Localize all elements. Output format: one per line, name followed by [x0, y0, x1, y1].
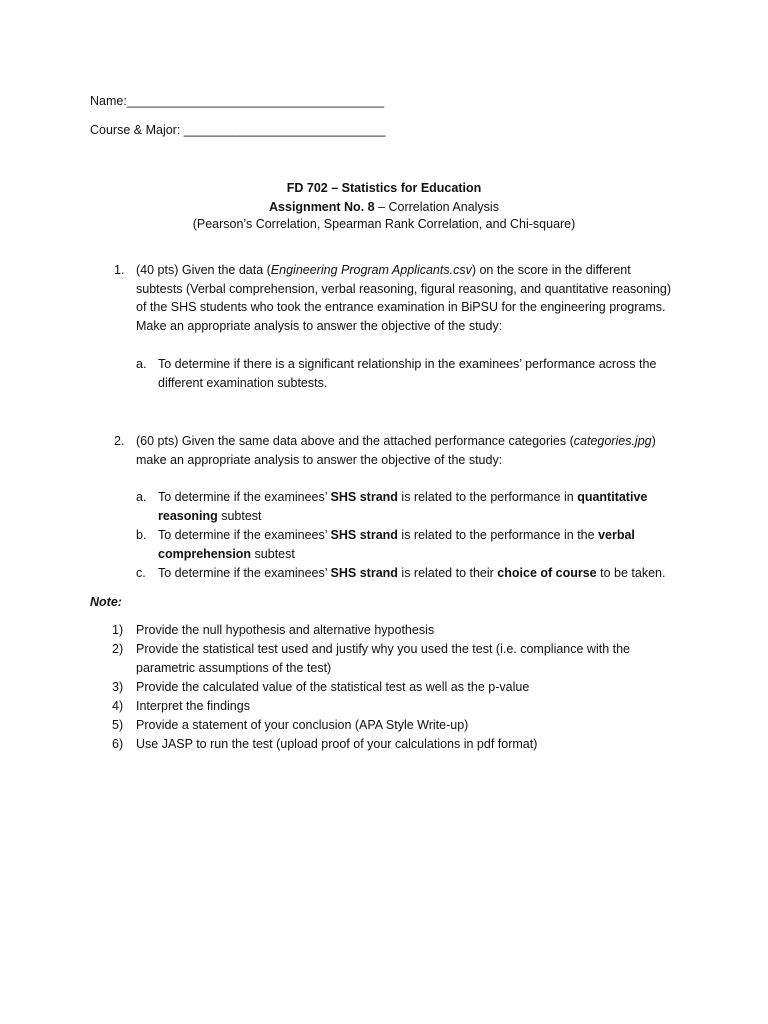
- q2a-subtest: reasoning: [158, 509, 218, 523]
- q1-data-file: Engineering Program Applicants.csv: [270, 263, 472, 277]
- q2b-text: subtest: [251, 547, 295, 561]
- q1a-label: a.: [136, 357, 147, 371]
- q1-number: 1.: [114, 263, 125, 277]
- q2c-text: to be taken.: [596, 566, 666, 580]
- note-item: Interpret the findings: [136, 699, 250, 713]
- q2b-strand: SHS strand: [330, 528, 398, 542]
- q2c-text: To determine if the examinees’: [158, 566, 331, 580]
- note-item-number: 1): [112, 623, 124, 637]
- note-item-number: 5): [112, 718, 124, 732]
- q1-line-3: of the SHS students who took the entrance examination in BiPSU for the engineering programs.: [136, 300, 666, 314]
- note-item: Provide a statement of your conclusion (APA Style Write-up): [136, 718, 469, 732]
- q2b-label: b.: [136, 528, 147, 542]
- q2-line-1: [136, 432, 656, 451]
- note-heading: Note:: [90, 595, 122, 609]
- note-item-number: 4): [112, 699, 124, 713]
- q2a-subtest: quantitative: [577, 490, 648, 504]
- q1a-line-2: different examination subtests.: [158, 376, 328, 390]
- note-item: Use JASP to run the test (upload proof of your calculations in pdf format): [136, 737, 538, 751]
- q2b-subtest: verbal: [598, 528, 635, 542]
- note-item-number: 2): [112, 642, 124, 656]
- q2-number: 2.: [114, 434, 125, 448]
- q2a-line-2: [158, 507, 262, 526]
- course-blank: _____________________________: [183, 123, 386, 137]
- assignment-number: Assignment No. 8: [269, 200, 375, 214]
- name-label: Name:: [90, 94, 127, 108]
- q2b-subtest: comprehension: [158, 547, 252, 561]
- q1-text: ) on the score in the different: [471, 263, 631, 277]
- q2b-line-2: [158, 545, 295, 564]
- assignment-subtitle: (Pearson’s Correlation, Spearman Rank Correlation, and Chi-square): [192, 217, 576, 231]
- q2b-text: To determine if the examinees’: [158, 528, 331, 542]
- q1-line-1: [136, 261, 631, 280]
- q1a-line-1: To determine if there is a significant relationship in the examinees’ performance across the: [158, 357, 657, 371]
- q2a-text: is related to the performance in: [397, 490, 578, 504]
- q2c-line-1: [158, 564, 665, 583]
- q1-text: (40 pts) Given the data (: [136, 263, 271, 277]
- q2a-text: subtest: [217, 509, 262, 523]
- q2-text: ): [651, 434, 656, 448]
- course-label: Course & Major:: [90, 123, 181, 137]
- q1-line-4: Make an appropriate analysis to answer the objective of the study:: [136, 319, 503, 333]
- q2-attachment: categories.jpg: [573, 434, 652, 448]
- q2a-text: To determine if the examinees’: [158, 490, 331, 504]
- q2c-strand: SHS strand: [330, 566, 398, 580]
- q2b-text: is related to the performance in the: [397, 528, 599, 542]
- note-item: Provide the calculated value of the statistical test as well as the p-value: [136, 680, 530, 694]
- q2c-course-choice: choice of course: [497, 566, 597, 580]
- q2c-label: c.: [136, 566, 146, 580]
- q2-line-2: make an appropriate analysis to answer the objective of the study:: [136, 453, 503, 467]
- q2a-strand: SHS strand: [330, 490, 398, 504]
- q1-line-2: subtests (Verbal comprehension, verbal reasoning, figural reasoning, and quantitative reasoning): [136, 282, 672, 296]
- note-item-number: 6): [112, 737, 124, 751]
- q2a-line-1: [158, 488, 647, 507]
- q2-text: (60 pts) Given the same data above and the attached performance categories (: [136, 434, 574, 448]
- assignment-topic: – Correlation Analysis: [374, 200, 499, 214]
- q2b-line-1: [158, 526, 635, 545]
- q2a-label: a.: [136, 490, 147, 504]
- course-major-field: [90, 121, 385, 140]
- q2c-text: is related to their: [397, 566, 498, 580]
- note-item-number: 3): [112, 680, 124, 694]
- note-item-continuation: parametric assumptions of the test): [136, 661, 332, 675]
- name-field: [90, 92, 384, 111]
- note-item: Provide the statistical test used and justify why you used the test (i.e. compliance with the: [136, 642, 631, 656]
- note-item: Provide the null hypothesis and alternative hypothesis: [136, 623, 435, 637]
- name-blank: _____________________________________: [126, 94, 385, 108]
- course-title: FD 702 – Statistics for Education: [286, 181, 482, 195]
